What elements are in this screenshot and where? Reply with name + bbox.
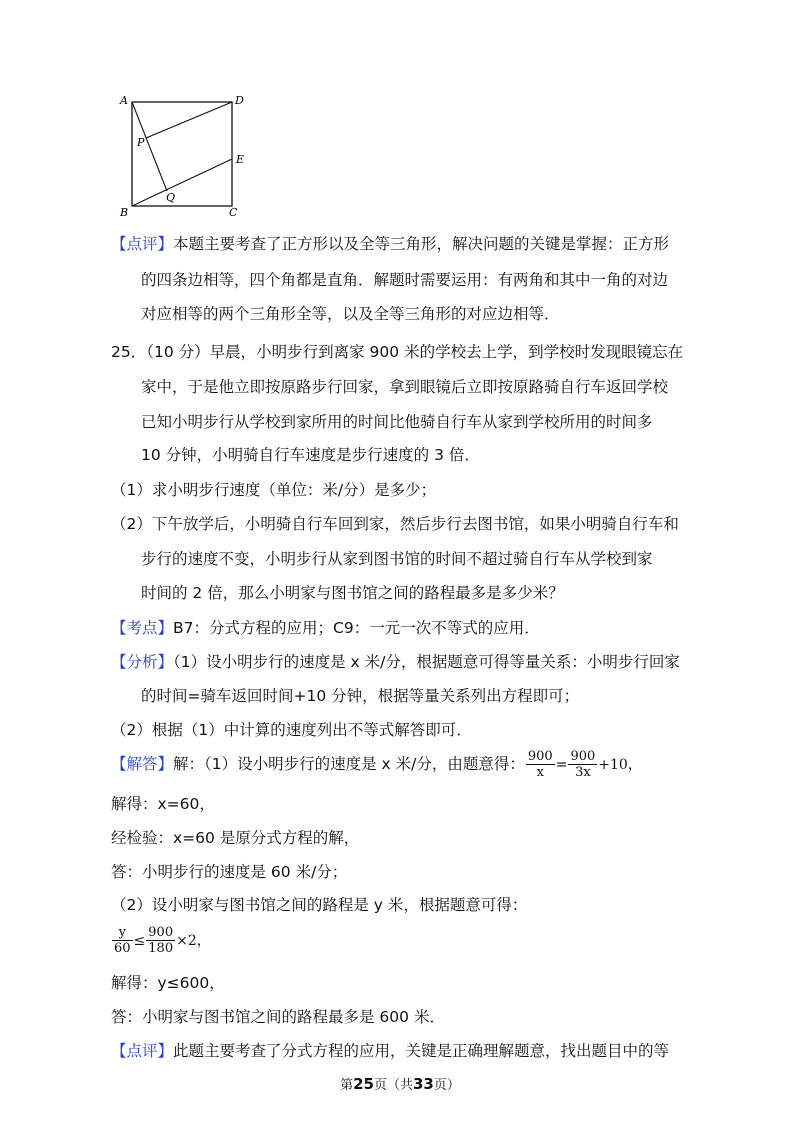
question-1: （1）求小明步行速度（单位：米/分）是多少；: [111, 481, 437, 499]
inequality-line: $\frac{y}{60}$ ≤ $\frac{900}{180}$ ×2，: [114, 925, 211, 956]
label-p: P: [137, 136, 145, 149]
fraction-900-over-3x: $\frac{900}{3x}$: [570, 749, 596, 780]
fenxi-tag: 【分析】: [111, 653, 174, 671]
fraction-900-over-180: $\frac{900}{180}$: [148, 925, 174, 956]
segment-dp: [146, 102, 232, 138]
solution-step1: 解得：x=60，: [111, 795, 215, 813]
current-page: 25: [353, 1075, 374, 1093]
problem-line4: 10 分钟，小明骑自行车速度是步行速度的 3 倍．: [141, 446, 480, 464]
solution-step2: 经检验：x=60 是原分式方程的解，: [111, 829, 360, 847]
solution-step6: 答：小明家与图书馆之间的路程最多是 600 米．: [111, 1008, 445, 1026]
label-e: E: [236, 153, 245, 166]
problem-line2: 家中，于是他立即按原路步行回家，拿到眼镜后立即按原路骑自行车返回学校: [141, 378, 669, 396]
question-2-line1: （2）下午放学后，小明骑自行车回到家，然后步行去图书馆，如果小明骑自行车和: [111, 515, 679, 533]
solution-step4: （2）设小明家与图书馆之间的路程是 y 米，根据题意可得：: [111, 896, 528, 914]
fenxi-line2: 的时间=骑车返回时间+10 分钟，根据等量关系列出方程即可；: [141, 687, 580, 705]
label-d: D: [235, 94, 244, 107]
comment2-tag: 【点评】: [111, 1042, 174, 1060]
total-pages: 33: [413, 1075, 434, 1093]
comment1-line3: 对应相等的两个三角形全等，以及全等三角形的对应边相等．: [141, 305, 560, 323]
kaodian-line: 【考点】B7：分式方程的应用；C9：一元一次不等式的应用．: [111, 619, 540, 637]
question-2-line3: 时间的 2 倍，那么小明家与图书馆之间的路程最多是多少米？: [141, 584, 564, 602]
page-footer: 第25页（共33页）: [340, 1075, 460, 1093]
comment2-line: 【点评】此题主要考查了分式方程的应用，关键是正确理解题意，找出题目中的等: [111, 1042, 670, 1060]
label-b: B: [120, 206, 129, 218]
label-a: A: [120, 94, 128, 107]
label-q: Q: [166, 191, 176, 204]
jieda-line1: 【解答】解：（1）设小明步行的速度是 x 米/分，由题意得： $\frac{900}{x}$ = $\frac{900}{3x}$ +10，: [111, 749, 642, 780]
question-2-line2: 步行的速度不变，小明步行从家到图书馆的时间不超过骑自行车从学校到家: [141, 550, 653, 568]
problem-line1: 25．（10 分）早晨，小明步行到离家 900 米的学校去上学，到学校时发现眼镜忘在: [111, 343, 684, 361]
fraction-y-over-60: $\frac{y}{60}$: [114, 925, 131, 956]
segment-be: [132, 159, 232, 206]
solution-step5: 解得：y≤600，: [111, 974, 225, 992]
fenxi-line1: 【分析】（1）设小明步行的速度是 x 米/分，根据题意可得等量关系：小明步行回家: [111, 653, 680, 671]
solution-step3: 答：小明步行的速度是 60 米/分；: [111, 863, 348, 881]
comment1-line2: 的四条边相等，四个角都是直角．解题时需要运用：有两角和其中一角的对边: [141, 271, 669, 289]
jieda-tag: 【解答】: [111, 755, 174, 773]
fenxi-line3: （2）根据（1）中计算的速度列出不等式解答即可．: [111, 721, 472, 739]
fraction-900-over-x: $\frac{900}{x}$: [527, 749, 553, 780]
square-abcd: [132, 102, 232, 206]
square-figure: [112, 92, 252, 218]
label-c: C: [229, 206, 238, 218]
problem-line3: 已知小明步行从学校到家所用的时间比他骑自行车从家到学校所用的时间多: [141, 413, 653, 431]
comment1-line1: 【点评】本题主要考查了正方形以及全等三角形，解决问题的关键是掌握：正方形: [111, 235, 670, 253]
comment-tag: 【点评】: [111, 235, 174, 253]
kaodian-tag: 【考点】: [111, 619, 174, 637]
